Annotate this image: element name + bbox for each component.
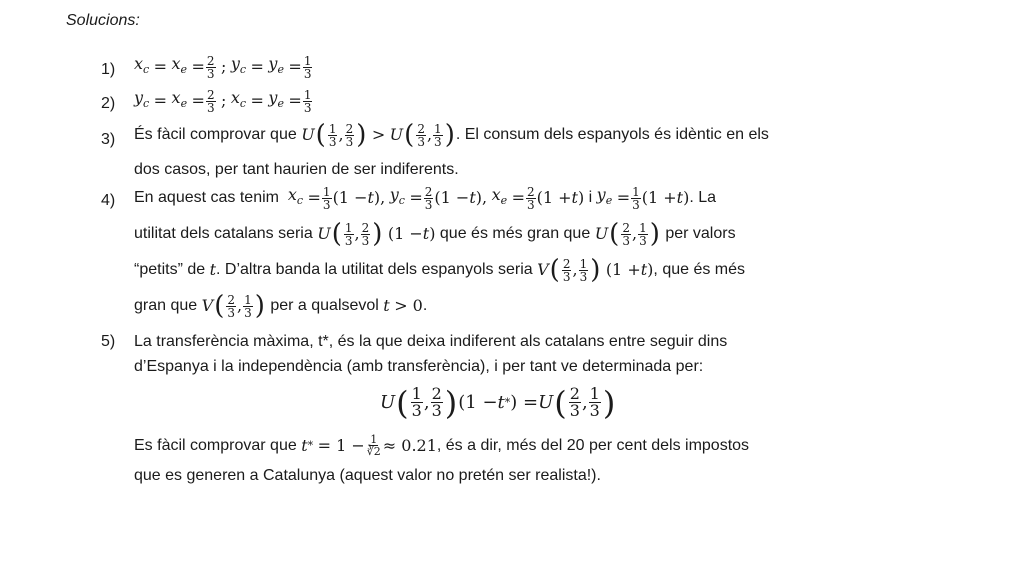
item-number: 4) [101,192,116,209]
equation: $y_c$ = $x_e$ = $\frac{2}{3}$ ; $x_c$ = $y_e$ = $\frac{1}{3}$ [134,87,312,115]
line-2: d’Espanya i la independència (amb transferència), i per tant ve determinada per: [134,358,704,375]
item-number: 1) [101,61,116,78]
line-4: Es fàcil comprovar que t * = 1 − $\frac{1}{∛2}$ ≈ 0.21 , és a dir, més del 20 per cent dels impostos [134,433,750,458]
transfer-equation: U ( $\frac{1}{3}$ , $\frac{2}{3}$ ) (1 − t * ) = U ( $\frac{2}{3}$ , $\frac{1}{3}$ ) [380,383,616,422]
heading: Solucions: [66,12,140,29]
line-1: És fàcil comprovar que U ( $\frac{1}{3}$ , $\frac{2}{3}$ ) > U ( $\frac{2}{3}$ , $\frac{1}{3}$ ) . El consum dels espanyols és idèntic en els [134,120,769,150]
line-2: dos casos, per tant haurien de ser indiferents. [134,161,459,178]
item-number: 2) [101,95,116,112]
equation: $x_c$ = $x_e$ = $\frac{2}{3}$ ; $y_c$ = $y_e$ = $\frac{1}{3}$ [134,53,312,81]
line-2: utilitat dels catalans seria U ( $\frac{1}{3}$ , $\frac{2}{3}$ ) (1 − t ) que és més gran que U ( $\frac{2}{3}$ , $\frac{1}{3}$ ) per valors [134,219,736,249]
line-1: En aquest cas tenim $x_c$ = $\frac{1}{3}$ (1 − t ), $y_c$ = $\frac{2}{3}$ (1 − t ), $x_e$ = $\frac{2}{3}$ (1 + t ) i $y_e$ = $\frac{1}{3}$ (1 + t ) . La [134,184,717,212]
item-number: 5) [101,333,116,350]
line-4: gran que V ( $\frac{2}{3}$ , $\frac{1}{3}$ ) per a qualsevol t > 0 . [134,291,428,321]
item-number: 3) [101,131,116,148]
line-1: La transferència màxima, t*, és la que deixa indiferent als catalans entre seguir dins [134,333,728,350]
line-5: que es generen a Catalunya (aquest valor no pretén ser realista!). [134,467,601,484]
line-3: “petits” de t . D’altra banda la utilitat dels espanyols seria V ( $\frac{2}{3}$ , $\frac{1}{3}$ ) (1 + t ) , que és més [134,255,746,285]
